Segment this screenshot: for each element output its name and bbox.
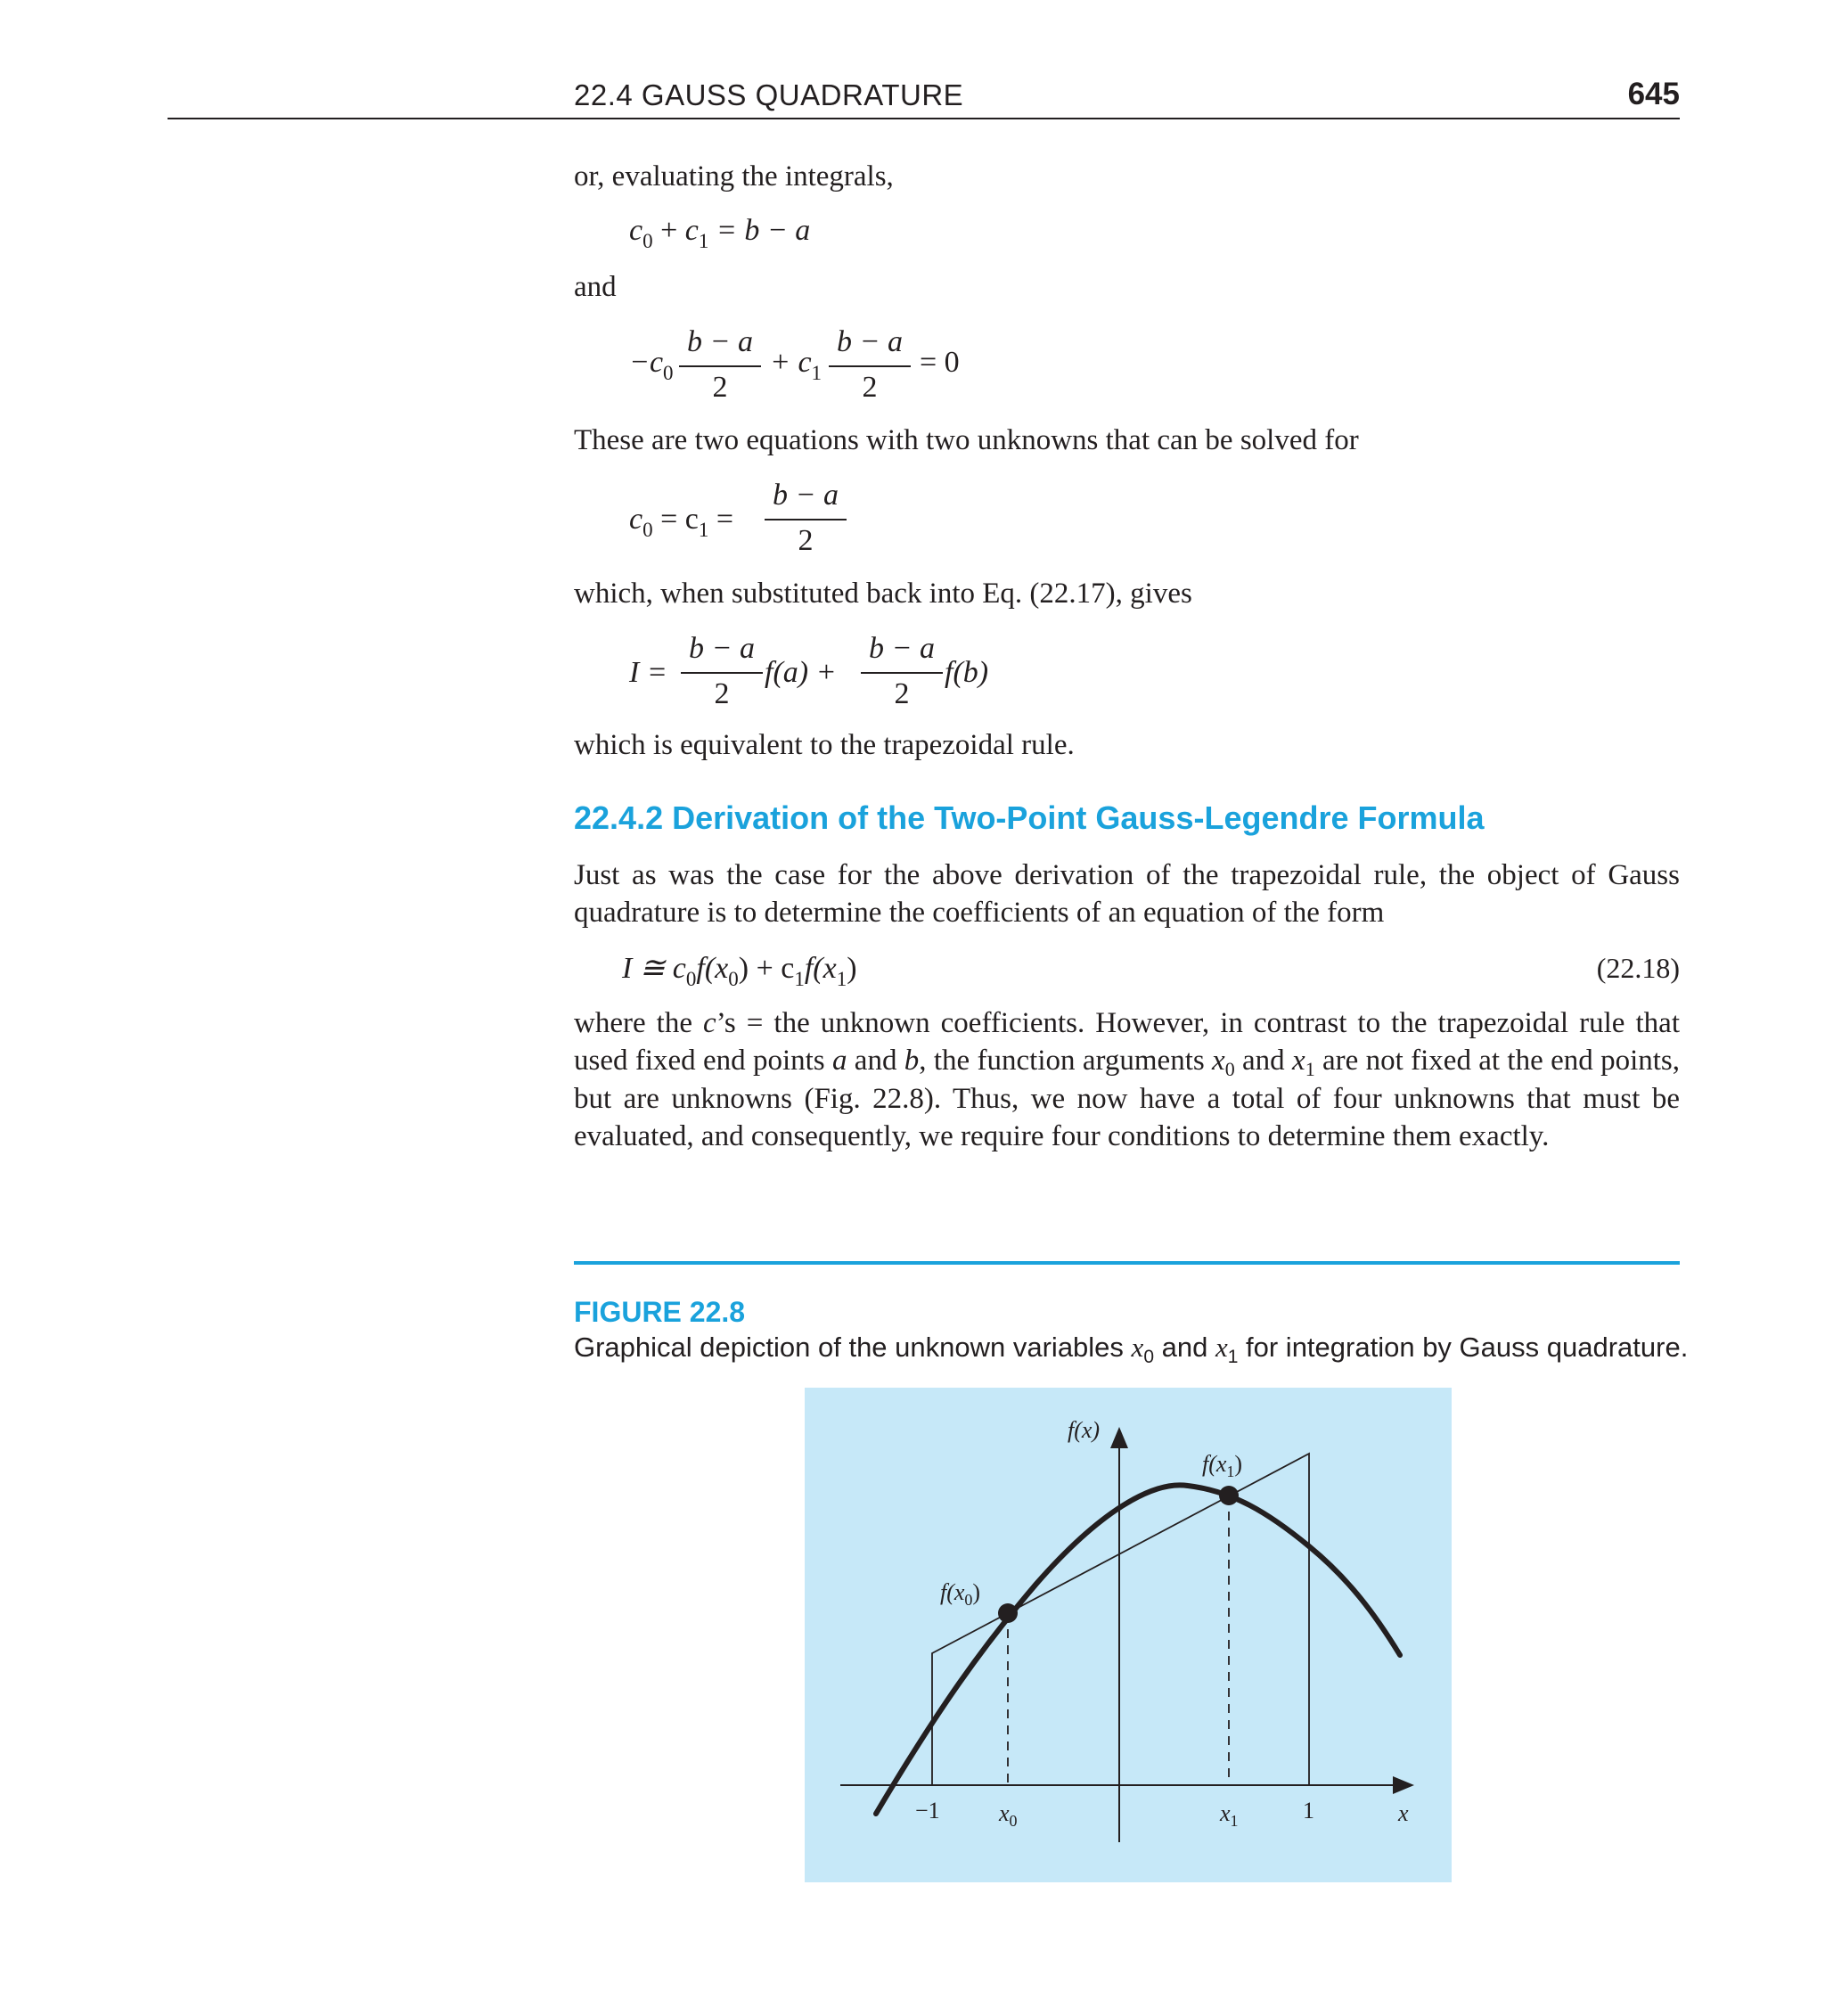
tick-label-one: 1 [1303,1798,1314,1823]
paragraph-3: which, when substituted back into Eq. (22.17), gives [574,578,1192,610]
equation-1: $c_0 + c_1 = b - a$ [629,214,811,252]
paragraph-2: These are two equations with two unknowns that can be solved for [574,424,1359,456]
point-fx1 [1219,1486,1239,1505]
header-rule [168,118,1680,119]
figure-label: FIGURE 22.8 [574,1296,746,1328]
function-curve [876,1485,1400,1814]
fx0-label: $f(x_0)$ [940,1579,981,1609]
figure-caption: Graphical depiction of the unknown variables $x_0$ and $x_1$ for integration by Gauss quadrature. [574,1332,1689,1367]
equation-number: (22.18) [1596,952,1680,984]
fraction: $\frac{b - a}{2}$ [765,478,847,560]
fraction: $\frac{b - a}{2}$ [681,631,763,713]
point-fx0 [998,1603,1018,1623]
x0-tick-label: $x_0$ [999,1800,1018,1830]
paragraph-1: or, evaluating the integrals, [574,160,894,193]
paragraph-4: which is equivalent to the trapezoidal rule. [574,729,1075,761]
fraction: $\frac{b - a}{2}$ [861,631,943,713]
section-heading: 22.4.2 Derivation of the Two-Point Gauss-Legendre Formula [574,799,1485,836]
paragraph-6: where the c’s = the unknown coefficients. However, in contrast to the trapezoidal rule that used fixed end points a and b, the function arguments $x_0$ and $x_1$ are not fixed at the end points, but are unknowns (Fig. 22.8). Thus, we now have a total of four unknowns that must be evaluated, and consequently, we require four conditions to determine them exactly. [574,1007,1680,1152]
gauss-quadrature-diagram [805,1388,1452,1882]
running-head: 22.4 GAUSS QUADRATURE [574,78,964,111]
x1-tick-label: $x_1$ [1220,1800,1239,1830]
figure-rule [574,1261,1680,1265]
paragraph-5: Just as was the case for the above derivation of the trapezoidal rule, the object of Gauss quadrature is to determine the coefficients of an equation of the form [574,859,1680,929]
equation-22-18: I ≅ $c_0f(x_0) + c_1f(x_1)$ [622,952,857,990]
paragraph-and: and [574,271,617,303]
fraction: $\frac{b - a}{2}$ [679,324,761,406]
fx-axis-label: f(x) [1068,1417,1101,1443]
trapezoid-outline [932,1454,1309,1785]
tick-label-minus-one: −1 [915,1798,940,1823]
x-axis-label: x [1398,1800,1409,1826]
fraction: $\frac{b - a}{2}$ [829,324,911,406]
page-number: 645 [1627,77,1680,111]
fx1-label: $f(x_1)$ [1202,1451,1243,1480]
figure-panel [805,1388,1452,1882]
